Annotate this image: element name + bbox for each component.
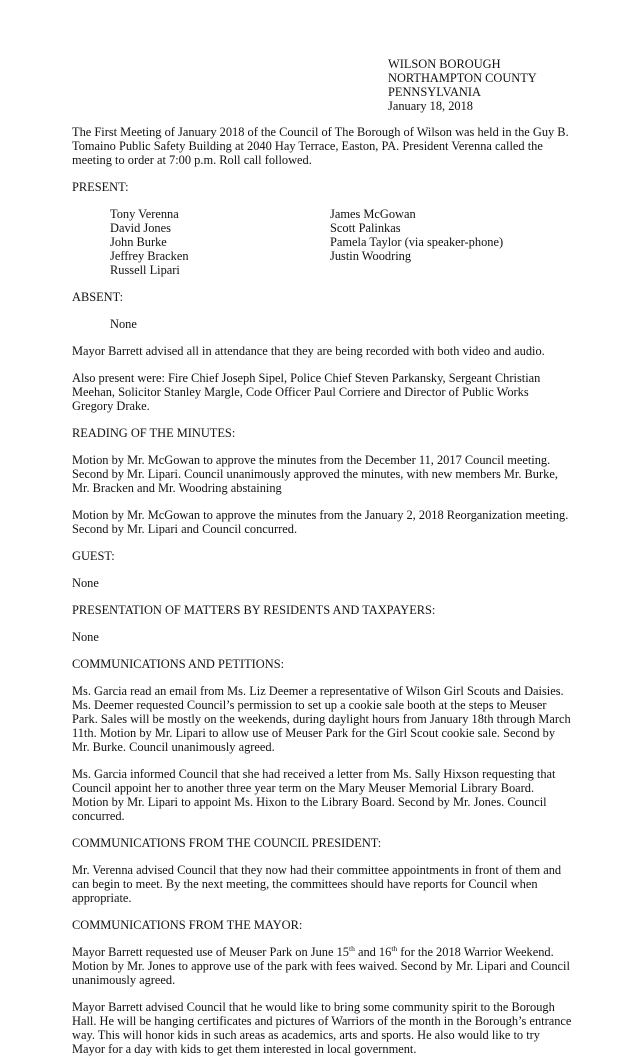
minutes-paragraph-2: Motion by Mr. McGowan to approve the minutes from the January 2, 2018 Reorganization meeting. Second by Mr. Lipari and Council concurred. xyxy=(72,508,569,536)
mayor-paragraph-1 xyxy=(72,945,572,987)
guest-value: None xyxy=(72,576,99,590)
present-heading: PRESENT: xyxy=(72,180,129,194)
mayor-paragraph-1-text: and 16 xyxy=(354,945,392,959)
present-name: Jeffrey Bracken xyxy=(110,249,189,263)
present-name: John Burke xyxy=(110,235,167,249)
mayor-paragraph-1-text: for the 2018 Warrior Weekend. Motion by Mr. Jones to approve use of the park with fees waived. Second by Mr. Lipari and Council unanimously agreed. xyxy=(72,945,570,987)
present-name: Justin Woodring xyxy=(330,249,412,263)
intro-paragraph: The First Meeting of January 2018 of the Council of The Borough of Wilson was held in the Guy B. Tomaino Public Safety Building at 2040 Hay Terrace, Easton, PA. President Verenna called the meeting to order at 7:00 p.m. Roll call followed. xyxy=(72,125,569,167)
also-present-paragraph: Also present were: Fire Chief Joseph Sipel, Police Chief Steven Parkansky, Sergeant Christian Meehan, Solicitor Stanley Margle, Code Officer Paul Corriere and Director of Public Works Gregory Drake. xyxy=(72,371,541,413)
communications-paragraph-1: Ms. Garcia read an email from Ms. Liz Deemer a representative of Wilson Girl Scouts and Daisies. Ms. Deemer requested Council’s permission to set up a cookie sale booth at the steps to Meuser Park. Sales will be mostly on the weekends, during daylight hours from January 18th through March 11th. Motion by Mr. Lipari to allow use of Meuser Park for the Girl Scout cookie sale. Second by Mr. Burke. Council unanimously agreed. xyxy=(72,684,571,754)
council-president-paragraph: Mr. Verenna advised Council that they now had their committee appointments in front of them and can begin to meet. By the next meeting, the committees should have reports for Council when appropriate. xyxy=(72,863,562,905)
present-names-right-column xyxy=(330,207,572,277)
mayor-paragraph-2: Mayor Barrett advised Council that he would like to bring some community spirit to the Borough Hall. He will be hanging certificates and pictures of Warriors of the month in the Borough’s entrance way. This will honor kids in such areas as academics, arts and sports. He also would like to try Mayor for a day with kids to get them interested in local government. xyxy=(72,1000,572,1056)
present-name: David Jones xyxy=(110,221,171,235)
communications-paragraph-2: Ms. Garcia informed Council that she had received a letter from Ms. Sally Hixson requesting that Council appoint her to another three year term on the Mary Meuser Memorial Library Board. Motion by Mr. Lipari to appoint Ms. Hixon to the Library Board. Second by Mr. Jones. Council concurred. xyxy=(72,767,556,823)
present-name: Scott Palinkas xyxy=(330,221,401,235)
document-header xyxy=(388,57,572,113)
ordinal-superscript: th xyxy=(391,943,398,953)
ordinal-superscript: th xyxy=(349,943,355,953)
present-name: James McGowan xyxy=(330,207,416,221)
header-date: January 18, 2018 xyxy=(388,99,473,113)
presentation-value: None xyxy=(72,630,99,644)
mayor-heading: COMMUNICATIONS FROM THE MAYOR: xyxy=(72,918,303,932)
absent-heading: ABSENT: xyxy=(72,290,124,304)
present-name: Pamela Taylor (via speaker-phone) xyxy=(330,235,504,249)
present-name: Tony Verenna xyxy=(110,207,179,221)
header-county: NORTHAMPTON COUNTY xyxy=(388,71,537,85)
communications-heading: COMMUNICATIONS AND PETITIONS: xyxy=(72,657,285,671)
presentation-heading: PRESENTATION OF MATTERS BY RESIDENTS AND TAXPAYERS: xyxy=(72,603,436,617)
present-names xyxy=(72,207,572,277)
council-president-heading: COMMUNICATIONS FROM THE COUNCIL PRESIDENT: xyxy=(72,836,382,850)
absent-value: None xyxy=(110,317,137,331)
guest-heading: GUEST: xyxy=(72,549,115,563)
minutes-heading: READING OF THE MINUTES: xyxy=(72,426,236,440)
mayor-paragraph-1-text: Mayor Barrett requested use of Meuser Park on June 15 xyxy=(72,945,349,959)
present-name: Russell Lipari xyxy=(110,263,180,277)
minutes-paragraph-1: Motion by Mr. McGowan to approve the minutes from the December 11, 2017 Council meeting. Second by Mr. Lipari. Council unanimously approved the minutes, with new members Mr. Burke, Mr. Bracken and Mr. Woodring abstaining xyxy=(72,453,558,495)
header-borough: WILSON BOROUGH xyxy=(388,57,501,71)
recording-note-paragraph: Mayor Barrett advised all in attendance that they are being recorded with both video and audio. xyxy=(72,344,545,358)
header-state: PENNSYLVANIA xyxy=(388,85,481,99)
present-names-left-column xyxy=(110,207,330,277)
